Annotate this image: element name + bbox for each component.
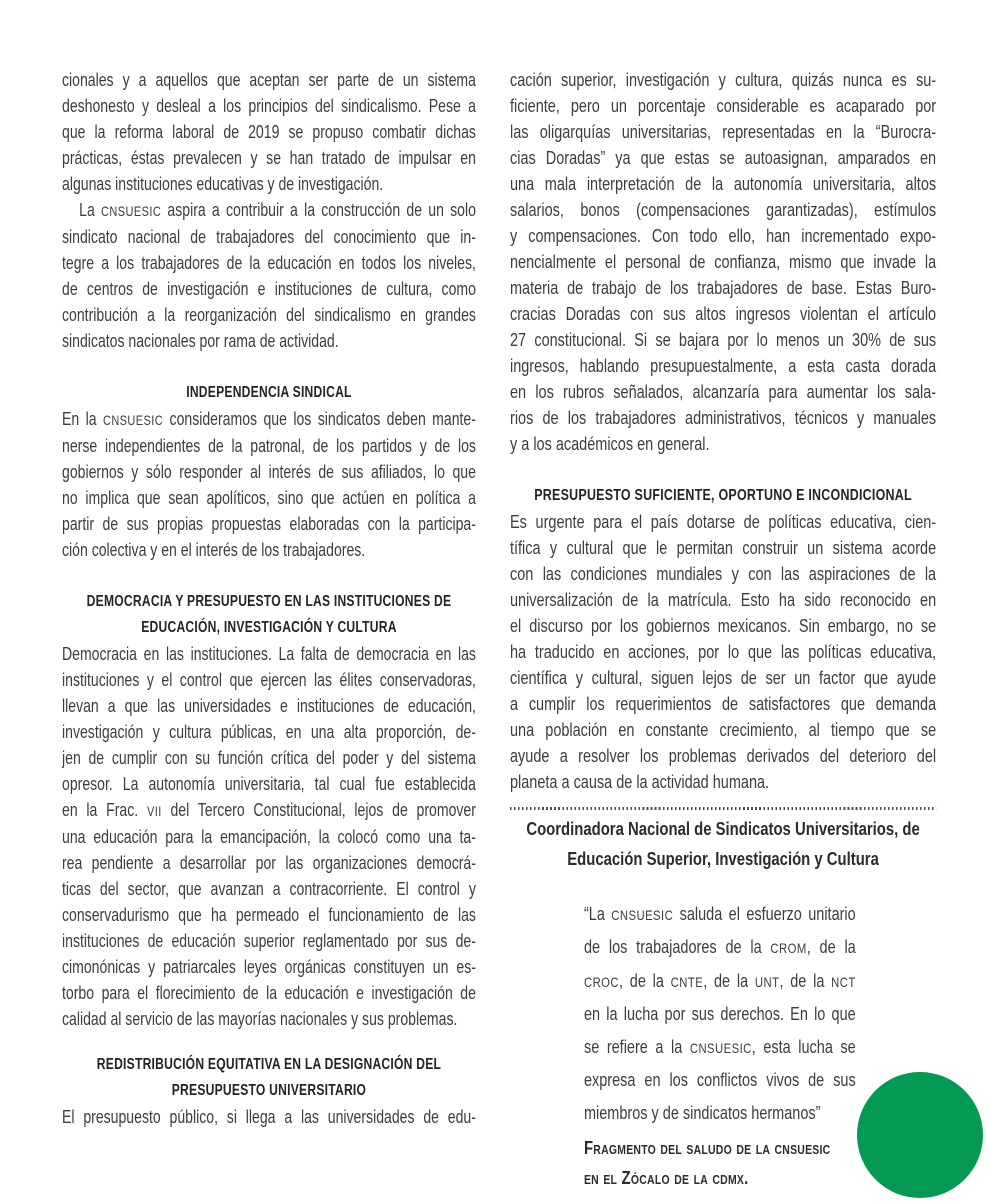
dotted-divider (510, 807, 936, 810)
paragraph (62, 67, 476, 197)
text-line: cracias Doradas con sus altos ingresos violentan el artículo (510, 304, 937, 324)
text-line: calidad al servicio de las mayorías nacionales y sus problemas. (62, 1009, 458, 1029)
paragraph (62, 641, 476, 1032)
text-line: científica y cultural, siguen lejos de ser un factor que ayude (510, 668, 937, 688)
text-line: a cumplir los requerimientos de satisfactores que demanda (510, 694, 937, 714)
right-column-content (510, 67, 936, 1193)
text-line: no implica que sean apolíticos, sino que actúen en política a (62, 488, 476, 508)
text-line: universalización de la matrícula. Esto ha sido reconocido en (510, 590, 937, 610)
text-line: deshonesto y desleal a los principios del sindicalismo. Pese a (62, 96, 476, 116)
heading-line: PRESUPUESTO UNIVERSITARIO (171, 1082, 367, 1099)
section-heading (510, 483, 936, 509)
section-heading (62, 380, 476, 406)
quote-line: CROC, de la CNTE, de la UNT, de la NCT (583, 970, 856, 991)
quote-caption (584, 1133, 865, 1193)
attribution (510, 814, 936, 874)
text-line: ingresos, hablando presupuestalmente, a esta casta dorada (510, 356, 937, 376)
text-line: tegre a los trabajadores de la educación en todos los niveles, (62, 253, 476, 273)
text-line: algunas instituciones educativas y de investigación. (62, 174, 384, 194)
left-column (62, 67, 476, 1130)
text-line: llevan a que las universidades e instituciones de educación, (62, 696, 476, 716)
text-line: conservadurismo que ha permeado el funcionamiento de las (62, 905, 476, 925)
pull-quote (584, 898, 856, 1130)
text-line: 27 constitucional. Si se bajara por lo menos un 30% de sus (510, 330, 937, 350)
acronym-smallcaps: CNSUESIC (689, 1039, 752, 1056)
text-line: torbo para el florecimiento de la educación e investigación de (62, 983, 476, 1003)
text-line: ha traducido en acciones, por lo que las políticas educativa, (510, 642, 937, 662)
text-line: sindicatos nacionales por rama de actividad. (62, 331, 339, 351)
text-line: una educación para la emancipación, la colocó como una ta- (62, 827, 476, 847)
quote-line: de los trabajadores de la CROM, de la (583, 937, 856, 957)
acronym-smallcaps: NCT (831, 973, 856, 990)
text-line: El presupuesto público, si llega a las universidades de edu- (62, 1107, 476, 1127)
text-line: en la Frac. VII del Tercero Constitucional, lejos de promover (62, 800, 476, 820)
acronym-smallcaps: CNSUESIC (102, 412, 164, 428)
text-line: ticas del sector, que avanzan a contracorriente. El control y (62, 879, 476, 899)
paragraph (62, 406, 476, 563)
text-line: cimonónicas y patriarcales leyes orgánicas constituyen un es- (62, 957, 476, 977)
heading-line: EDUCACIÓN, INVESTIGACIÓN Y CULTURA (141, 619, 397, 636)
acronym-smallcaps: CNSUESIC (101, 203, 162, 219)
text-line: y compensaciones. Con todo ello, han incrementado expo- (510, 226, 937, 246)
text-line: salarios, bonos (compensaciones garantizadas), estímulos (510, 200, 937, 220)
text-line: jen de cumplir con su función crítica del poder y del sistema (62, 748, 476, 768)
heading-line: INDEPENDENCIA SINDICAL (186, 384, 352, 401)
quote-line: miembros y de sindicatos hermanos” (583, 1102, 821, 1123)
text-line: con las condiciones mundiales y con las aspiraciones de la (510, 564, 937, 584)
quote-line: se refiere a la CNSUESIC, esta lucha se (583, 1036, 856, 1057)
text-line: investigación y cultura públicas, en una alta proporción, de- (62, 722, 476, 742)
section-heading (62, 1052, 476, 1104)
text-line: cionales y a aquellos que aceptan ser parte de un sistema (62, 70, 476, 90)
text-line: rios de los trabajadores administrativos, técnicos y manuales (510, 408, 937, 428)
text-line: rea pendiente a desarrollar por las organizaciones democrá- (62, 853, 476, 873)
text-line: Es urgente para el país dotarse de políticas educativa, cien- (510, 512, 937, 532)
heading-line: DEMOCRACIA Y PRESUPUESTO EN LAS INSTITUCIONES DE (86, 593, 452, 610)
text-line: En la CNSUESIC consideramos que los sindicatos deben mante- (62, 409, 476, 429)
text-line: una mala interpretación de la autonomía universitaria, altos (510, 174, 937, 194)
text-line: La CNSUESIC aspira a contribuir a la construcción de un solo (79, 200, 476, 220)
text-line: ción colectiva y en el interés de los trabajadores. (62, 540, 366, 560)
acronym-smallcaps: CROM (770, 940, 807, 956)
text-line: cación superior, investigación y cultura, quizás nunca es su- (510, 70, 937, 90)
text-line: nencialmente el personal de confianza, mismo que invade la (510, 252, 937, 272)
paragraph (510, 509, 936, 795)
text-line: partir de sus propias propuestas elaboradas con la participa- (62, 514, 476, 534)
quote-caption-line: en el Zócalo de la cdmx. (583, 1167, 749, 1188)
text-line: instituciones de educación superior reglamentado por sus de- (62, 931, 476, 951)
text-line: una población en constante crecimiento, al tiempo que se (510, 720, 937, 740)
text-line: gobiernos y sólo responder al interés de sus afiliados, lo que (62, 462, 476, 482)
paragraph (510, 67, 936, 457)
acronym-smallcaps: UNT (754, 973, 780, 990)
acronym-smallcaps: CROC (583, 973, 619, 990)
attribution-line: Educación Superior, Investigación y Cultura (567, 847, 879, 869)
text-line: ficiente, pero un porcentaje considerable es acaparado por (510, 96, 937, 116)
quote-line: en la lucha por sus derechos. En lo que (583, 1004, 856, 1024)
text-line: opresor. La autonomía universitaria, tal cual fue establecida (62, 774, 476, 794)
green-circle-decoration (857, 1072, 983, 1198)
text-line: en los rubros señalados, alcanzaría para aumentar los sala- (510, 382, 937, 402)
attribution-line: Coordinadora Nacional de Sindicatos Universitarios, de (526, 817, 920, 839)
quote-line: “La CNSUESIC saluda el esfuerzo unitario (583, 903, 856, 924)
acronym-smallcaps: CNSUESIC (611, 906, 674, 923)
text-line: planeta a causa de la actividad humana. (510, 772, 770, 792)
text-line: de centros de investigación e instituciones de cultura, como (62, 279, 476, 299)
heading-line: PRESUPUESTO SUFICIENTE, OPORTUNO E INCONDICIONAL (534, 487, 912, 504)
text-line: instituciones y el control que ejercen las élites conservadoras, (62, 670, 476, 690)
paragraph (62, 1104, 476, 1130)
text-line: nerse independientes de la patronal, de los partidos y de los (62, 436, 476, 456)
text-line: materia de trabajo de los trabajadores de base. Estas Buro- (510, 278, 937, 298)
acronym-smallcaps: VII (146, 803, 162, 819)
text-line: las oligarquías universitarias, representadas en la “Burocra- (510, 122, 937, 142)
text-line: que la reforma laboral de 2019 se propuso combatir dichas (62, 122, 476, 142)
text-line: el discurso por los gobiernos mexicanos. Sin embargo, no se (510, 616, 937, 636)
text-line: prácticas, éstas prevalecen y se han tratado de impulsar en (62, 148, 476, 168)
section-heading (62, 589, 476, 641)
text-line: contribución a la reorganización del sindicalismo en grandes (62, 305, 476, 325)
left-column-content (62, 67, 476, 1130)
text-line: Democracia en las instituciones. La falta de democracia en las (62, 644, 476, 664)
text-line: tífica y cultural que le permitan construir un sistema acorde (510, 538, 937, 558)
paragraph (62, 197, 476, 354)
heading-line: REDISTRIBUCIÓN EQUITATIVA EN LA DESIGNACIÓN DEL (96, 1056, 442, 1073)
quote-caption-line: Fragmento del saludo de la cnsuesic (583, 1137, 831, 1158)
text-line: y a los académicos en general. (510, 434, 710, 454)
acronym-smallcaps: CNTE (670, 973, 704, 990)
text-line: cias Doradas” ya que estas se autoasignan, amparados en (510, 148, 937, 168)
text-line: sindicato nacional de trabajadores del conocimiento que in- (62, 227, 476, 247)
text-line: ayude a resolver los problemas derivados del deterioro del (510, 746, 937, 766)
right-column (510, 67, 936, 1193)
quote-line: expresa en los conflictos vivos de sus (583, 1070, 856, 1090)
